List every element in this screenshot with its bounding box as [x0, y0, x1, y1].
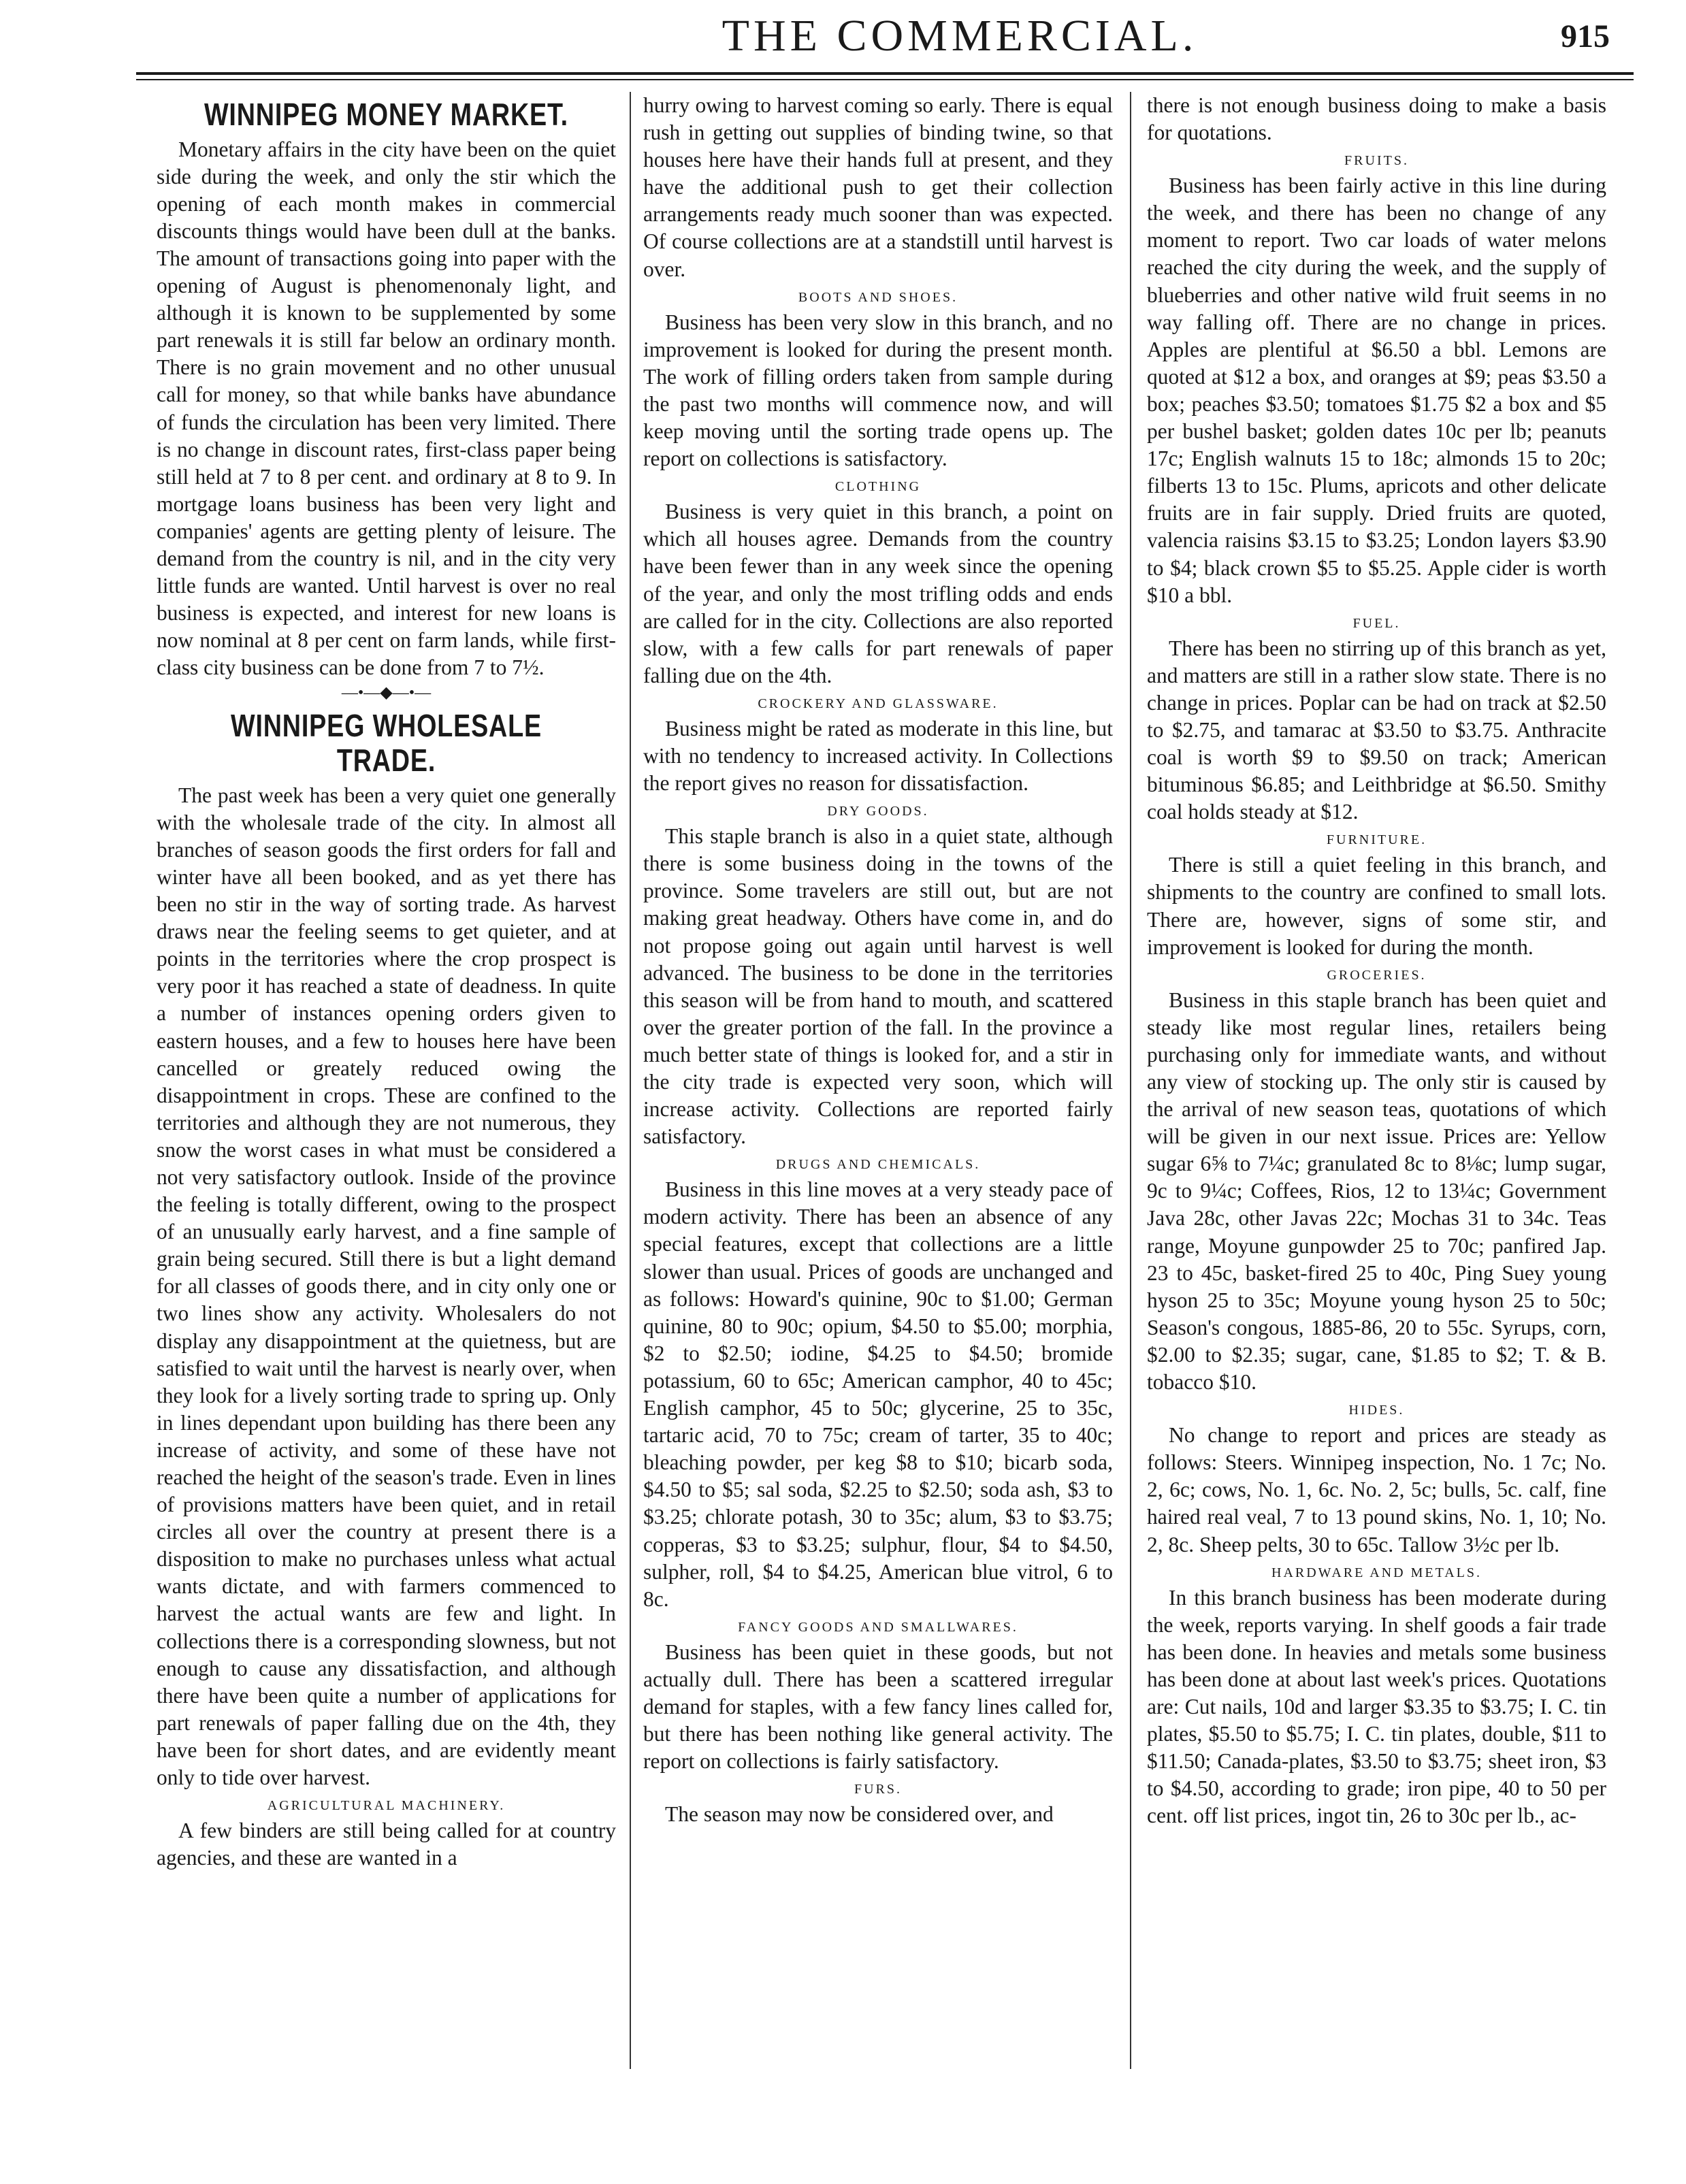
wholesale-trade-paragraph: The past week has been a very quiet one generally with the wholesale trade of the city. In almost all branches of season goods the first orders for fall and winter have all been booked, and as yet there has been no stir in the way of sorting trade. As harvest draws near the feeling seems to get quieter, and at points in the territories where the crop prospect is very poor it has reached a state of deadness. In quite a number of instances opening orders given to eastern houses, and a few to houses here have been cancelled or greately reduced owing the disappointment in crops. These are confined to the territories and although they are not numerous, they snow the worst cases in what must be considered a not very satisfactory outlook. Inside of the province the feeling is totally different, owing to the prospect of an unusually early harvest, and a fine sample of grain being secured. Still there is but a light demand for all classes of goods there, and in city only one or two lines show any activity. Wholesalers do not display any disappointment at the quietness, but are satisfied to wait until the harvest is nearly over, when they look for a lively sorting trade to spring up. Only in lines dependant upon building has there been any increase of activity, and some of these have not reached the height of the season's trade. Even in lines of provisions matters have been quiet, and in retail circles all over the country at present there is a disposition to make no purchases unless what actual wants dictate, and with farmers commenced to harvest the actual wants are few and light. In collections there is a corresponding slowness, but not enough to cause any dissatisfaction, and although there have been quite a number of applications for part renewals of paper falling due on the 4th, they have been for short dates, and are evidently meant only to tide over harvest.: [157, 783, 616, 1790]
column-3: [1147, 92, 1606, 1829]
section-ornament: —•—◆—•—: [341, 684, 432, 702]
groceries-paragraph: Business in this staple branch has been quiet and steady like most regular lines, retailers being purchasing only for immediate wants, and without any view of stocking up. The only stir is caused by the arrival of new season teas, quotations of which will be given in our next issue. Prices are: Yellow sugar 6⅝ to 7¼c; granulated 8c to 8⅛c; lump sugar, 9c to 9¼c; Coffees, Rios, 12 to 13¼c; Government Java 28c, other Javas 22c; Mochas 31 to 34c. Teas range, Moyune gunpowder 25 to 70c; panfired Jap. 23 to 45c, basket-fired 25 to 40c, Ping Suey young hyson 25 to 35c; Moyune young hyson 25 to 50c; Season's congous, 1885-86, 20 to 55c. Syrups, corn, $2.00 to $2.35; sugar, cane, $1.85 to $2; T. & B. tobacco $10.: [1147, 988, 1606, 1395]
groceries-heading: GROCERIES.: [1327, 967, 1427, 983]
page-header: [136, 0, 1634, 68]
clothing-paragraph: Business is very quiet in this branch, a point on which all houses agree. Demands from the country have been fewer than in any week since the opening of the year, and only the most trifling odds and ends are called for in the city. Collections are also reported slow, with a few calls for part renewals of paper falling due on the 4th.: [643, 500, 1113, 687]
furs-paragraph: The season may now be considered over, and: [665, 1802, 1054, 1827]
fuel-paragraph: There has been no stirring up of this branch as yet, and matters are still in a rather slow state. There is no change in prices. Poplar can be had on track at $2.50 to $2.75, and tamarac at $3.50 to $3.75. Anthracite coal is worth $9 to $9.50 on track; American bituminous $6.85; and Leithbridge at $6.50. Smithy coal holds steady at $12.: [1147, 636, 1606, 824]
crockery-heading: CROCKERY AND GLASSWARE.: [758, 696, 999, 711]
furniture-paragraph: There is still a quiet feeling in this branch, and shipments to the country are confined to small lots. There are, however, signs of some stir, and improvement is looked for during the month.: [1147, 853, 1606, 959]
crockery-paragraph: Business might be rated as moderate in this line, but with no tendency to increased activity. In Collections the report gives no reason for dissatisfaction.: [643, 716, 1113, 796]
hardware-paragraph: In this branch business has been moderate during the week, reports varying. In shelf goods a fair trade has been done. In heavies and metals some business has been done at about last week's prices. Quotations are: Cut nails, 10d and larger $3.35 to $3.75; I. C. tin plates, $5.50 to $5.75; I. C. tin plates, double, $11 to $11.50; Canada-plates, $3.50 to $3.75; sheet iron, $3 to $4.50, according to grade; iron pipe, 40 to 50 per cent. off list prices, ingot tin, 26 to 30c per lb., ac-: [1147, 1585, 1606, 1828]
page-number: 915: [1561, 18, 1610, 54]
fruits-paragraph: Business has been fairly active in this line during the week, and there has been no change of any moment to report. Two car loads of water melons reached the city during the week, and the supply of blueberries and other native wild fruit seems in no way falling off. There are no change in prices. Apples are plentiful at $6.50 a bbl. Lemons are quoted at $12 a box, and oranges at $9; peas $3.50 a box; peaches $3.50; tomatoes $1.75 $2 a box and $5 per bushel basket; golden dates 10c per lb; peanuts 17c; English walnuts 15 to 18c; almonds 15 to 20c; filberts 13 to 15c. Plums, apricots and other delicate fruits are in fair supply. Dried fruits are quoted, valencia raisins $3.15 to $3.25; London layers $3.90 to $4; black crown $5 to $5.25. Apple cider is worth $10 a bbl.: [1147, 174, 1606, 607]
column-divider-2: [1130, 92, 1131, 2069]
fruits-heading: FRUITS.: [1344, 153, 1409, 169]
hides-heading: HIDES.: [1348, 1403, 1405, 1418]
boots-shoes-heading: BOOTS AND SHOES.: [798, 289, 958, 305]
agricultural-machinery-heading: AGRICULTURAL MACHINERY.: [267, 1798, 506, 1814]
boots-shoes-paragraph: Business has been very slow in this branch, and no improvement is looked for during the present month. The work of filling orders taken from sample during the past two months will commence now, and will keep moving until the sorting trade opens up. The report on collections is satisfactory.: [643, 310, 1113, 471]
hides-paragraph: No change to report and prices are steady as follows: Steers. Winnipeg inspection, No. 1 7c; No. 2, 6c; cows, No. 1, 6c. No. 2, 5c; bulls, 5c. calf, fine haired real veal, 7 to 13 pound skins, No. 1, 10; No. 2, 8c. Sheep pelts, 30 to 65c. Tallow 3½c per lb.: [1147, 1423, 1606, 1556]
dry-goods-paragraph: This staple branch is also in a quiet state, although there is some business doing in the towns of the province. Some travelers are still out, but are not making great headway. Others have come in, and do not propose going out again until harvest is well advanced. The business to be done in the territories this season will be from hand to mouth, and scattered over the greater portion of the fall. In the province a much better state of things is looked for, and a stir in the city trade is expected very soon, which will increase activity. Collections are reported fairly satisfactory.: [643, 824, 1113, 1149]
fancy-goods-heading: FANCY GOODS AND SMALLWARES.: [738, 1619, 1018, 1635]
money-market-title: WINNIPEG MONEY MARKET.: [204, 97, 568, 132]
column-2: [643, 92, 1113, 1828]
masthead-title: THE COMMERCIAL.: [722, 11, 1198, 61]
agricultural-machinery-paragraph: A few binders are still being called for at country agencies, and these are wanted in a: [157, 1819, 616, 1870]
fancy-goods-paragraph: Business has been quiet in these goods, but not actually dull. There has been a scattered irregular demand for staples, with a few fancy lines called for, but there has been nothing like general activity. The report on collections is fairly satisfactory.: [643, 1640, 1113, 1774]
wholesale-trade-title: WINNIPEG WHOLESALE TRADE.: [231, 708, 542, 779]
column-1: [157, 92, 616, 1872]
clothing-heading: CLOTHING: [834, 479, 922, 495]
money-market-paragraph: Monetary affairs in the city have been on the quiet side during the week, and only the stir which the opening of each month makes in commercial discounts things would have been dull at the banks. The amount of transactions going into paper with the opening of August is phenomenonaly light, and although it is known to be supplemented by some part renewals it is still far below an ordinary month. There is no grain movement and no other unusual call for money, so that while banks have abundance of funds the circulation has been very limited. There is no change in discount rates, first-class paper being still held at 7 to 8 per cent. and ordinary at 8 to 9. In mortgage loans business has been very light and companies' agents are getting plenty of leisure. The demand from the country is nil, and in the city very little funds are wanted. Until harvest is over no real business is expected, and interest for new loans is now nominal at 8 per cent on farm lands, while first-class city business can be done from 7 to 7½.: [157, 137, 616, 680]
furs-continued: there is not enough business doing to make a basis for quotations.: [1147, 93, 1606, 145]
column-divider-1: [630, 92, 631, 2069]
header-rule-thick: [136, 72, 1634, 75]
header-rule-thin: [136, 79, 1634, 80]
furs-heading: FURS.: [854, 1782, 903, 1797]
hardware-heading: HARDWARE AND METALS.: [1271, 1565, 1482, 1580]
drugs-heading: DRUGS AND CHEMICALS.: [775, 1157, 981, 1173]
drugs-paragraph: Business in this line moves at a very steady pace of modern activity. There has been an absence of any special features, except that collections are a little slower than usual. Prices of goods are unchanged and as follows: Howard's quinine, 90c to $1.00; German quinine, 80 to 90c; opium, $4.50 to $5.00; morphia, $2 to $2.50; iodine, $4.25 to $4.50; bromide potassium, 60 to 65c; American camphor, 40 to 45c; English camphor, 45 to 50c; glycerine, 25 to 35c, tartaric acid, 70 to 75c; cream of tarter, 35 to 40c; bleaching powder, per keg $8 to $10; bicarb soda, $4.50 to $5; sal soda, $2.25 to $2.50; soda ash, $3 to $3.25; chlorate potash, 30 to 35c; alum, $3 to $3.75; copperas, $3 to $3.25; sulphur, flour, $4 to $4.50, sulpher, roll, $4 to $4.25, American blue vitrol, 6 to 8c.: [643, 1177, 1113, 1611]
dry-goods-heading: DRY GOODS.: [827, 804, 929, 819]
fuel-heading: FUEL.: [1352, 615, 1401, 631]
agricultural-machinery-continued: hurry owing to harvest coming so early. There is equal rush in getting out supplies of binding twine, so that houses here have their hands full at present, and they have the additional push to get their collection arrangements ready much sooner than was expected. Of course collections are at a standstill until harvest is over.: [643, 93, 1113, 281]
furniture-heading: FURNITURE.: [1326, 832, 1427, 848]
